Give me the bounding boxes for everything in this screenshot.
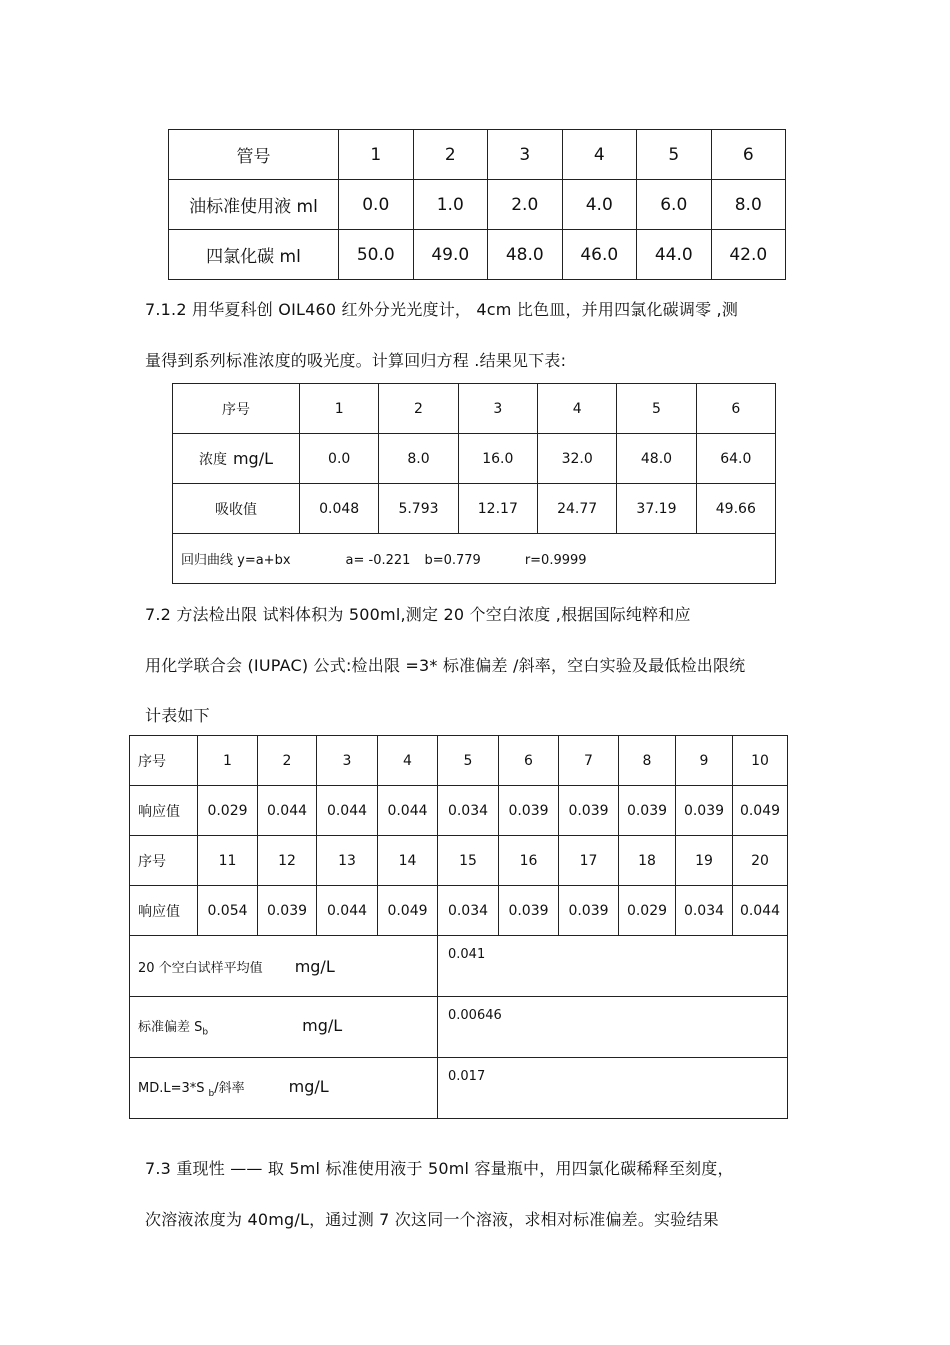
table-cell: 0.039	[619, 786, 676, 836]
row-label: 四氯化碳 ml	[169, 230, 339, 280]
table-cell: 46.0	[562, 230, 637, 280]
table-cell: 0.0	[339, 180, 414, 230]
mdl-value: 0.017	[438, 1058, 788, 1119]
header-cell: 6	[696, 384, 775, 434]
header-cell: 2	[413, 130, 488, 180]
header-cell: 序号	[173, 384, 300, 434]
table-cell: 11	[198, 836, 258, 886]
table-cell: 0.044	[317, 886, 378, 936]
table-cell: 16	[499, 836, 559, 886]
header-cell: 2	[379, 384, 458, 434]
calibration-table	[172, 383, 776, 584]
table-cell: 0.039	[499, 786, 559, 836]
table-cell: 5	[438, 736, 499, 786]
header-cell: 管号	[169, 130, 339, 180]
blank-average-value: 0.041	[438, 936, 788, 997]
table-cell: 18	[619, 836, 676, 886]
table-row	[130, 736, 788, 786]
table-cell: 24.77	[537, 484, 616, 534]
table-cell: 17	[559, 836, 619, 886]
table-cell: 6	[499, 736, 559, 786]
header-cell: 4	[537, 384, 616, 434]
table-cell: 4	[378, 736, 438, 786]
std-dev-label: 标准偏差 S	[138, 1020, 203, 1036]
header-cell: 4	[562, 130, 637, 180]
table-cell: 1	[198, 736, 258, 786]
std-dev-value: 0.00646	[438, 997, 788, 1058]
table-cell: 0.034	[438, 886, 499, 936]
blank-average-label: 20 个空白试样平均值	[138, 960, 263, 976]
table-cell: 48.0	[488, 230, 563, 280]
table-row	[173, 434, 776, 484]
table-cell: 8	[619, 736, 676, 786]
table-cell: 5.793	[379, 484, 458, 534]
blank-test-table	[129, 735, 788, 1119]
header-cell: 1	[300, 384, 379, 434]
table-cell: 7	[559, 736, 619, 786]
table-cell: 0.048	[300, 484, 379, 534]
table-cell: 12.17	[458, 484, 537, 534]
std-dev-unit: mg/L	[302, 1016, 343, 1036]
table-cell: 49.0	[413, 230, 488, 280]
table-row	[130, 1058, 788, 1119]
table-cell: 0.034	[676, 886, 733, 936]
table-row	[169, 230, 786, 280]
table-cell: 32.0	[537, 434, 616, 484]
table-cell: 0.0	[300, 434, 379, 484]
table-cell: 10	[733, 736, 788, 786]
summary-label	[130, 1058, 438, 1119]
table-cell: 20	[733, 836, 788, 886]
table-cell: 8.0	[711, 180, 786, 230]
table-cell: 2.0	[488, 180, 563, 230]
mdl-label-tail: /斜率	[214, 1081, 245, 1097]
row-label: 油标准使用液 ml	[169, 180, 339, 230]
regression-b: b=0.779	[424, 553, 481, 568]
table-cell: 0.044	[258, 786, 317, 836]
table-row	[130, 997, 788, 1058]
header-cell: 5	[617, 384, 696, 434]
table-cell: 0.049	[733, 786, 788, 836]
tube-table	[168, 129, 786, 280]
table-cell: 2	[258, 736, 317, 786]
table-cell: 8.0	[379, 434, 458, 484]
table-cell: 9	[676, 736, 733, 786]
table-row	[169, 180, 786, 230]
table-cell: 0.039	[559, 786, 619, 836]
std-dev-subscript: b	[202, 1027, 209, 1038]
row-label: 吸收值	[173, 484, 300, 534]
table-row	[173, 534, 776, 584]
regression-label: 回归曲线 y=a+bx	[181, 553, 291, 568]
table-cell: 49.66	[696, 484, 775, 534]
table-cell: 37.19	[617, 484, 696, 534]
blank-average-unit: mg/L	[294, 956, 335, 976]
table-row	[173, 484, 776, 534]
table-cell: 12	[258, 836, 317, 886]
row-label: 序号	[130, 736, 198, 786]
table-row	[130, 936, 788, 997]
table-row	[130, 786, 788, 836]
paragraph-7-2-line-3: 计表如下	[145, 706, 210, 725]
header-cell: 3	[458, 384, 537, 434]
table-cell: 48.0	[617, 434, 696, 484]
paragraph-7-2-line-2: 用化学联合会 (IUPAC) 公式:检出限 =3* 标准偏差 /斜率，空白实验及最低检出限统	[145, 656, 746, 675]
table-cell: 16.0	[458, 434, 537, 484]
mdl-label: MD.L=3*S	[138, 1081, 205, 1097]
row-label	[173, 434, 300, 484]
table-cell: 0.039	[559, 886, 619, 936]
header-cell: 6	[711, 130, 786, 180]
mdl-subscript: b	[208, 1088, 215, 1099]
paragraph-7-1-2-line-2: 量得到系列标准浓度的吸光度。计算回归方程 .结果见下表:	[145, 351, 567, 370]
table-cell: 15	[438, 836, 499, 886]
table-cell: 3	[317, 736, 378, 786]
concentration-unit: mg/L	[232, 448, 274, 468]
table-row	[130, 886, 788, 936]
header-cell: 3	[488, 130, 563, 180]
paragraph-7-1-2-line-1: 7.1.2 用华夏科创 OIL460 红外分光光度计， 4cm 比色皿，并用四氯化碳调零 ,测	[145, 300, 739, 319]
table-cell: 4.0	[562, 180, 637, 230]
table-row	[173, 384, 776, 434]
row-label: 响应值	[130, 786, 198, 836]
summary-label	[130, 997, 438, 1058]
table-cell: 42.0	[711, 230, 786, 280]
table-cell: 0.039	[499, 886, 559, 936]
table-cell: 19	[676, 836, 733, 886]
table-cell: 50.0	[339, 230, 414, 280]
header-cell: 5	[637, 130, 712, 180]
mdl-unit: mg/L	[288, 1077, 329, 1097]
regression-r: r=0.9999	[524, 553, 587, 568]
table-cell: 64.0	[696, 434, 775, 484]
table-cell: 0.049	[378, 886, 438, 936]
table-cell: 44.0	[637, 230, 712, 280]
regression-cell	[173, 534, 776, 584]
table-cell: 0.039	[258, 886, 317, 936]
row-label: 序号	[130, 836, 198, 886]
row-label: 响应值	[130, 886, 198, 936]
table-cell: 0.039	[676, 786, 733, 836]
concentration-label: 浓度	[198, 451, 227, 468]
paragraph-7-2-line-1: 7.2 方法检出限 试料体积为 500ml,测定 20 个空白浓度 ,根据国际纯粹和应	[145, 605, 691, 624]
table-cell: 6.0	[637, 180, 712, 230]
header-cell: 1	[339, 130, 414, 180]
paragraph-7-3-line-1: 7.3 重现性 —— 取 5ml 标准使用液于 50ml 容量瓶中，用四氯化碳稀释至刻度，	[145, 1159, 734, 1178]
table-cell: 0.044	[378, 786, 438, 836]
table-cell: 14	[378, 836, 438, 886]
table-cell: 1.0	[413, 180, 488, 230]
table-row	[169, 130, 786, 180]
regression-a: a= -0.221	[345, 553, 411, 568]
paragraph-7-3-line-2: 次溶液浓度为 40mg/L，通过测 7 次这同一个溶液，求相对标准偏差。实验结果	[145, 1210, 719, 1229]
table-cell: 0.044	[317, 786, 378, 836]
table-cell: 0.029	[198, 786, 258, 836]
table-row	[130, 836, 788, 886]
table-cell: 0.054	[198, 886, 258, 936]
table-cell: 0.044	[733, 886, 788, 936]
table-cell: 0.034	[438, 786, 499, 836]
table-cell: 0.029	[619, 886, 676, 936]
table-cell: 13	[317, 836, 378, 886]
summary-label	[130, 936, 438, 997]
